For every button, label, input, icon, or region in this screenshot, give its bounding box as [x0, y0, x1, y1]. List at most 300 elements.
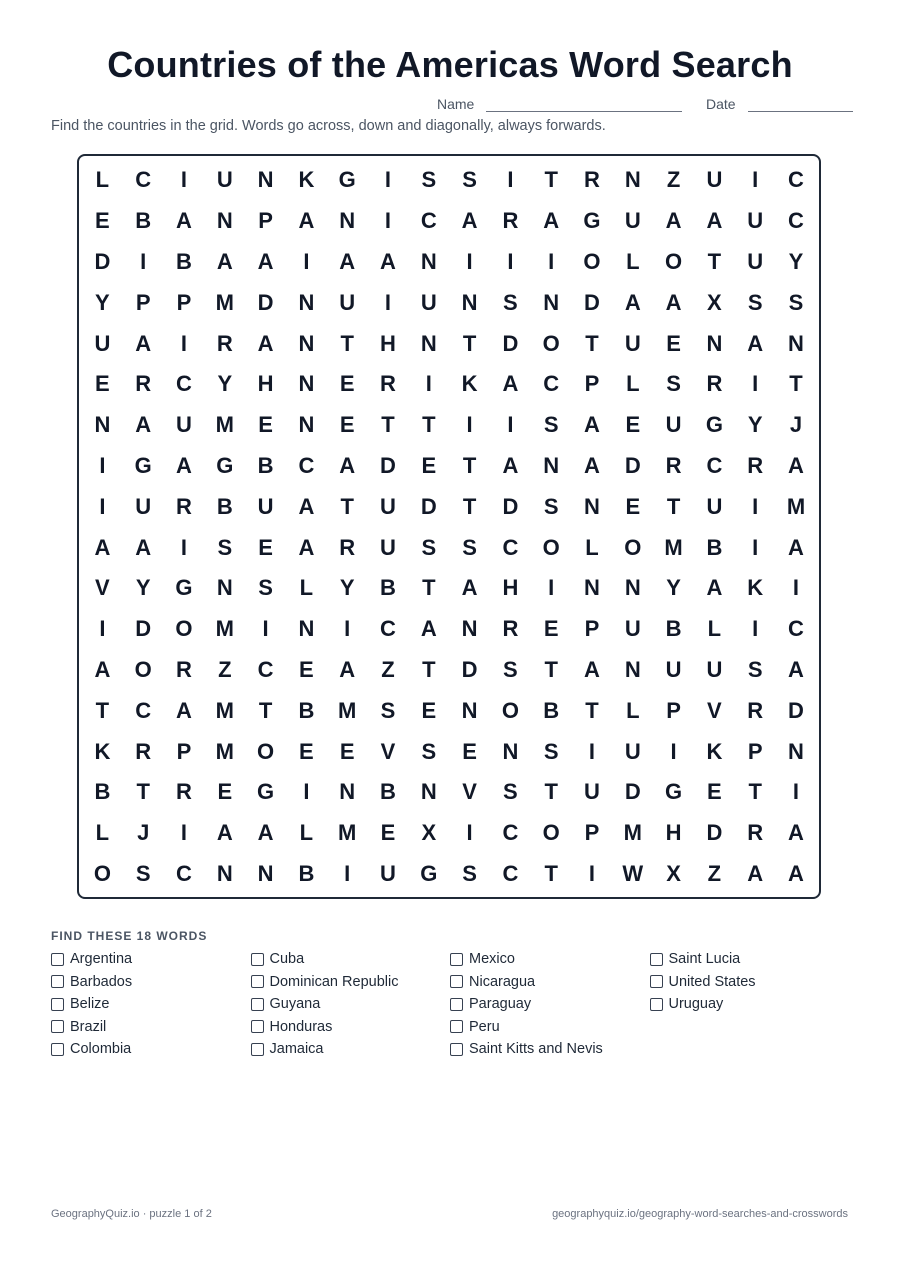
grid-cell[interactable]: I [344, 616, 351, 642]
grid-cell[interactable]: U [706, 167, 723, 193]
grid-cell[interactable]: I [303, 779, 310, 805]
grid-cell[interactable]: A [788, 452, 804, 478]
grid-cell[interactable]: I [588, 738, 596, 764]
grid-cell[interactable]: R [747, 697, 764, 723]
grid-cell[interactable]: R [584, 167, 600, 193]
grid-cell[interactable]: X [707, 289, 722, 315]
grid-cell[interactable]: E [339, 738, 355, 764]
grid-cell[interactable]: N [339, 208, 356, 234]
grid-cell[interactable]: T [585, 330, 599, 356]
grid-cell[interactable]: D [257, 289, 274, 315]
grid-cell[interactable]: U [339, 289, 356, 315]
grid-cell[interactable]: G [420, 860, 438, 886]
grid-cell[interactable]: S [543, 738, 559, 764]
grid-cell[interactable]: A [706, 208, 723, 234]
grid-cell[interactable]: C [380, 616, 396, 642]
grid-cell[interactable]: R [706, 371, 723, 397]
grid-cell[interactable]: N [257, 860, 274, 886]
grid-cell[interactable]: C [788, 208, 804, 234]
grid-cell[interactable]: E [258, 534, 273, 560]
grid-cell[interactable]: R [176, 779, 192, 805]
grid-cell[interactable]: D [502, 330, 519, 356]
grid-cell[interactable]: I [752, 616, 759, 642]
grid-cell[interactable]: R [665, 452, 682, 478]
grid-cell[interactable]: N [216, 575, 233, 601]
grid-cell[interactable]: N [788, 738, 804, 764]
grid-cell[interactable]: N [420, 779, 437, 805]
grid-cell[interactable]: S [543, 412, 559, 438]
grid-cell[interactable]: I [548, 248, 555, 274]
grid-cell[interactable]: D [502, 493, 519, 519]
grid-cell[interactable]: R [747, 820, 764, 846]
grid-cell[interactable]: E [339, 412, 355, 438]
grid-cell[interactable]: B [298, 697, 315, 723]
grid-cell[interactable]: Z [381, 656, 395, 682]
grid-cell[interactable]: A [706, 575, 723, 601]
grid-cell[interactable]: T [544, 167, 558, 193]
grid-cell[interactable]: R [339, 534, 356, 560]
grid-cell[interactable]: M [786, 493, 806, 519]
grid-cell[interactable]: J [137, 820, 150, 846]
grid-cell[interactable]: I [262, 616, 269, 642]
grid-cell[interactable]: L [707, 616, 722, 642]
grid-cell[interactable]: I [180, 820, 188, 846]
name-field[interactable] [437, 96, 682, 112]
grid-cell[interactable]: G [583, 208, 601, 234]
grid-cell[interactable]: T [422, 412, 436, 438]
grid-cell[interactable]: I [507, 412, 514, 438]
grid-cell[interactable]: T [136, 779, 150, 805]
grid-cell[interactable]: C [176, 860, 192, 886]
grid-cell[interactable]: E [625, 412, 641, 438]
grid-cell[interactable]: O [134, 656, 152, 682]
grid-cell[interactable]: I [180, 330, 188, 356]
word-checkbox[interactable] [251, 1043, 264, 1056]
grid-cell[interactable]: I [507, 167, 514, 193]
grid-cell[interactable]: A [461, 575, 478, 601]
grid-cell[interactable]: D [788, 697, 804, 723]
grid-cell[interactable]: R [216, 330, 233, 356]
grid-cell[interactable]: L [299, 820, 314, 846]
grid-cell[interactable]: T [462, 493, 477, 519]
grid-cell[interactable]: K [94, 738, 111, 764]
grid-cell[interactable]: L [95, 167, 110, 193]
grid-cell[interactable]: Y [666, 575, 681, 601]
grid-cell[interactable]: A [176, 697, 192, 723]
grid-cell[interactable]: T [258, 697, 273, 723]
grid-cell[interactable]: U [380, 493, 396, 519]
word-checkbox[interactable] [51, 998, 64, 1011]
grid-cell[interactable]: T [789, 371, 803, 397]
grid-cell[interactable]: U [257, 493, 274, 519]
grid-cell[interactable]: T [544, 656, 558, 682]
grid-cell[interactable]: O [257, 738, 275, 764]
grid-cell[interactable]: N [420, 248, 437, 274]
grid-cell[interactable]: V [380, 738, 396, 764]
grid-cell[interactable]: N [216, 860, 233, 886]
grid-cell[interactable]: A [420, 616, 437, 642]
word-checkbox[interactable] [450, 998, 463, 1011]
grid-cell[interactable]: I [588, 860, 596, 886]
grid-cell[interactable]: E [95, 371, 110, 397]
grid-cell[interactable]: I [792, 779, 800, 805]
grid-cell[interactable]: O [583, 248, 601, 274]
word-checkbox[interactable] [51, 1043, 64, 1056]
grid-cell[interactable]: G [175, 575, 193, 601]
grid-cell[interactable]: P [258, 208, 273, 234]
grid-cell[interactable]: Y [747, 412, 763, 438]
grid-cell[interactable]: P [584, 371, 600, 397]
grid-cell[interactable]: R [380, 371, 396, 397]
grid-cell[interactable]: U [176, 412, 192, 438]
grid-cell[interactable]: T [340, 330, 354, 356]
grid-cell[interactable]: U [380, 860, 396, 886]
grid-cell[interactable]: A [298, 208, 315, 234]
grid-cell[interactable]: X [421, 820, 437, 846]
grid-cell[interactable]: E [217, 779, 233, 805]
grid-cell[interactable]: T [544, 860, 558, 886]
grid-cell[interactable]: A [135, 534, 152, 560]
grid-cell[interactable]: P [584, 616, 600, 642]
grid-cell[interactable]: A [584, 452, 600, 478]
grid-cell[interactable]: A [135, 330, 152, 356]
grid-cell[interactable]: N [94, 412, 111, 438]
grid-cell[interactable]: I [384, 208, 392, 234]
grid-cell[interactable]: E [339, 371, 355, 397]
grid-cell[interactable]: Y [339, 575, 355, 601]
grid-cell[interactable]: N [298, 289, 315, 315]
grid-cell[interactable]: G [338, 167, 356, 193]
grid-cell[interactable]: S [788, 289, 804, 315]
grid-cell[interactable]: A [216, 820, 233, 846]
grid-cell[interactable]: M [664, 534, 683, 560]
grid-cell[interactable]: R [502, 616, 519, 642]
date-field[interactable] [706, 96, 853, 112]
grid-cell[interactable]: Z [666, 167, 681, 193]
grid-cell[interactable]: Y [95, 289, 110, 315]
grid-cell[interactable]: D [135, 616, 152, 642]
grid-cell[interactable]: I [99, 493, 106, 519]
grid-cell[interactable]: A [135, 412, 152, 438]
grid-cell[interactable]: C [788, 167, 804, 193]
grid-cell[interactable]: S [503, 779, 518, 805]
grid-cell[interactable]: N [543, 452, 560, 478]
grid-cell[interactable]: N [624, 656, 641, 682]
grid-cell[interactable]: T [422, 575, 436, 601]
grid-cell[interactable]: C [706, 452, 723, 478]
grid-cell[interactable]: G [257, 779, 275, 805]
grid-cell[interactable]: E [462, 738, 477, 764]
word-checkbox[interactable] [450, 975, 463, 988]
grid-cell[interactable]: O [624, 534, 642, 560]
grid-cell[interactable]: I [180, 534, 188, 560]
grid-cell[interactable]: J [789, 412, 803, 438]
grid-cell[interactable]: N [461, 697, 478, 723]
grid-cell[interactable]: A [584, 412, 600, 438]
grid-cell[interactable]: S [421, 167, 437, 193]
grid-cell[interactable]: U [624, 208, 641, 234]
grid-cell[interactable]: L [626, 697, 640, 723]
grid-cell[interactable]: E [380, 820, 396, 846]
grid-cell[interactable]: I [344, 860, 351, 886]
grid-cell[interactable]: D [624, 779, 641, 805]
grid-cell[interactable]: T [95, 697, 110, 723]
grid-cell[interactable]: B [216, 493, 233, 519]
grid-cell[interactable]: N [461, 616, 478, 642]
grid-cell[interactable]: R [135, 371, 152, 397]
grid-cell[interactable]: S [217, 534, 233, 560]
grid-cell[interactable]: K [747, 575, 764, 601]
grid-cell[interactable]: D [380, 452, 396, 478]
grid-cell[interactable]: O [93, 860, 111, 886]
word-checkbox[interactable] [650, 953, 663, 966]
grid-cell[interactable]: N [543, 289, 560, 315]
grid-cell[interactable]: N [584, 575, 600, 601]
grid-cell[interactable]: C [298, 452, 315, 478]
grid-cell[interactable]: B [257, 452, 274, 478]
grid-cell[interactable]: P [176, 289, 192, 315]
grid-cell[interactable]: U [747, 208, 764, 234]
grid-cell[interactable]: E [95, 208, 110, 234]
grid-cell[interactable]: B [176, 248, 192, 274]
grid-cell[interactable]: N [339, 779, 356, 805]
grid-cell[interactable]: A [788, 860, 804, 886]
grid-cell[interactable]: E [299, 738, 314, 764]
grid-cell[interactable]: R [176, 656, 192, 682]
grid-cell[interactable]: I [548, 575, 555, 601]
grid-cell[interactable]: M [215, 289, 234, 315]
grid-cell[interactable]: S [258, 575, 273, 601]
grid-cell[interactable]: V [462, 779, 477, 805]
grid-cell[interactable]: U [706, 493, 723, 519]
grid-cell[interactable]: T [748, 779, 762, 805]
grid-cell[interactable]: V [707, 697, 722, 723]
grid-cell[interactable]: S [747, 289, 763, 315]
grid-cell[interactable]: D [706, 820, 723, 846]
grid-cell[interactable]: S [666, 371, 681, 397]
grid-cell[interactable]: G [134, 452, 152, 478]
grid-cell[interactable]: U [747, 248, 764, 274]
grid-cell[interactable]: U [665, 412, 682, 438]
grid-cell[interactable]: U [624, 738, 641, 764]
grid-cell[interactable]: C [502, 820, 519, 846]
grid-cell[interactable]: U [624, 330, 641, 356]
word-checkbox[interactable] [251, 953, 264, 966]
grid-cell[interactable]: C [176, 371, 192, 397]
grid-cell[interactable]: B [380, 575, 396, 601]
grid-cell[interactable]: S [747, 656, 763, 682]
grid-cell[interactable]: L [95, 820, 110, 846]
grid-cell[interactable]: C [502, 860, 519, 886]
grid-cell[interactable]: V [95, 575, 110, 601]
grid-cell[interactable]: N [584, 493, 600, 519]
grid-cell[interactable]: I [752, 371, 759, 397]
grid-cell[interactable]: E [421, 452, 437, 478]
word-checkbox[interactable] [251, 998, 264, 1011]
grid-cell[interactable]: A [788, 656, 804, 682]
grid-cell[interactable]: A [176, 208, 192, 234]
grid-cell[interactable]: N [461, 289, 478, 315]
grid-cell[interactable]: D [420, 493, 437, 519]
word-checkbox[interactable] [650, 998, 663, 1011]
grid-cell[interactable]: N [502, 738, 519, 764]
grid-cell[interactable]: I [99, 616, 106, 642]
grid-cell[interactable]: A [94, 534, 111, 560]
grid-cell[interactable]: O [542, 820, 560, 846]
grid-cell[interactable]: A [502, 371, 519, 397]
grid-cell[interactable]: U [624, 616, 641, 642]
grid-cell[interactable]: I [384, 167, 392, 193]
grid-cell[interactable]: I [466, 820, 473, 846]
grid-cell[interactable]: A [298, 534, 315, 560]
grid-cell[interactable]: T [462, 330, 477, 356]
grid-cell[interactable]: H [665, 820, 682, 846]
grid-cell[interactable]: O [542, 534, 560, 560]
grid-cell[interactable]: A [788, 820, 804, 846]
grid-cell[interactable]: I [507, 248, 514, 274]
grid-cell[interactable]: M [338, 820, 357, 846]
grid-cell[interactable]: T [462, 452, 477, 478]
grid-cell[interactable]: A [788, 534, 804, 560]
grid-cell[interactable]: C [543, 371, 560, 397]
word-checkbox[interactable] [450, 953, 463, 966]
grid-cell[interactable]: S [543, 493, 559, 519]
word-checkbox[interactable] [251, 975, 264, 988]
grid-cell[interactable]: S [503, 289, 518, 315]
grid-cell[interactable]: U [135, 493, 152, 519]
grid-cell[interactable]: U [584, 779, 600, 805]
word-checkbox[interactable] [450, 1020, 463, 1033]
grid-cell[interactable]: O [665, 248, 683, 274]
grid-cell[interactable]: A [461, 208, 478, 234]
grid-cell[interactable]: T [707, 248, 722, 274]
grid-cell[interactable]: B [665, 616, 682, 642]
grid-cell[interactable]: E [299, 656, 314, 682]
grid-cell[interactable]: R [135, 738, 152, 764]
grid-cell[interactable]: W [622, 860, 644, 886]
grid-cell[interactable]: C [420, 208, 437, 234]
grid-cell[interactable]: A [747, 860, 764, 886]
grid-cell[interactable]: G [665, 779, 683, 805]
grid-cell[interactable]: N [298, 371, 315, 397]
grid-cell[interactable]: H [502, 575, 519, 601]
grid-cell[interactable]: O [175, 616, 193, 642]
grid-cell[interactable]: I [466, 248, 473, 274]
word-checkbox[interactable] [650, 975, 663, 988]
word-checkbox[interactable] [51, 953, 64, 966]
grid-cell[interactable]: A [216, 248, 233, 274]
grid-cell[interactable]: S [421, 534, 437, 560]
grid-cell[interactable]: I [752, 534, 759, 560]
grid-cell[interactable]: N [420, 330, 437, 356]
word-checkbox[interactable] [450, 1043, 463, 1056]
grid-cell[interactable]: M [215, 616, 234, 642]
grid-cell[interactable]: A [624, 289, 641, 315]
grid-cell[interactable]: M [623, 820, 642, 846]
grid-cell[interactable]: A [502, 452, 519, 478]
grid-cell[interactable]: I [180, 167, 188, 193]
grid-cell[interactable]: C [502, 534, 519, 560]
grid-cell[interactable]: O [501, 697, 519, 723]
grid-cell[interactable]: S [503, 656, 518, 682]
grid-cell[interactable]: A [339, 452, 356, 478]
grid-cell[interactable]: N [706, 330, 723, 356]
grid-cell[interactable]: S [462, 534, 477, 560]
grid-cell[interactable]: B [543, 697, 560, 723]
grid-cell[interactable]: D [584, 289, 600, 315]
grid-cell[interactable]: C [135, 697, 152, 723]
grid-cell[interactable]: R [176, 493, 192, 519]
grid-cell[interactable]: P [666, 697, 681, 723]
grid-cell[interactable]: N [216, 208, 233, 234]
grid-cell[interactable]: L [585, 534, 599, 560]
grid-cell[interactable]: S [135, 860, 151, 886]
grid-cell[interactable]: I [752, 167, 759, 193]
grid-cell[interactable]: A [298, 493, 315, 519]
grid-cell[interactable]: A [665, 208, 682, 234]
grid-cell[interactable]: C [257, 656, 274, 682]
grid-cell[interactable]: T [422, 656, 436, 682]
grid-cell[interactable]: D [624, 452, 641, 478]
grid-cell[interactable]: Z [707, 860, 722, 886]
grid-cell[interactable]: A [257, 330, 274, 356]
grid-cell[interactable]: X [666, 860, 681, 886]
grid-cell[interactable]: Y [788, 248, 804, 274]
grid-cell[interactable]: I [303, 248, 310, 274]
grid-cell[interactable]: S [462, 860, 477, 886]
word-checkbox[interactable] [251, 1020, 264, 1033]
grid-cell[interactable]: T [666, 493, 681, 519]
grid-cell[interactable]: C [135, 167, 152, 193]
grid-cell[interactable]: I [792, 575, 800, 601]
grid-cell[interactable]: N [298, 616, 315, 642]
grid-cell[interactable]: C [788, 616, 804, 642]
grid-cell[interactable]: M [338, 697, 357, 723]
grid-cell[interactable]: G [216, 452, 234, 478]
grid-cell[interactable]: U [94, 330, 111, 356]
grid-cell[interactable]: N [624, 575, 641, 601]
grid-cell[interactable]: D [461, 656, 478, 682]
grid-cell[interactable]: H [380, 330, 396, 356]
grid-cell[interactable]: N [257, 167, 274, 193]
grid-cell[interactable]: T [544, 779, 558, 805]
grid-cell[interactable]: B [94, 779, 111, 805]
grid-cell[interactable]: A [339, 248, 356, 274]
grid-cell[interactable]: N [298, 330, 315, 356]
grid-cell[interactable]: P [584, 820, 600, 846]
grid-cell[interactable]: U [665, 656, 682, 682]
grid-cell[interactable]: Y [217, 371, 233, 397]
grid-cell[interactable]: N [298, 412, 315, 438]
word-checkbox[interactable] [51, 1020, 64, 1033]
grid-cell[interactable]: B [706, 534, 723, 560]
grid-cell[interactable]: Y [135, 575, 151, 601]
grid-cell[interactable]: N [788, 330, 804, 356]
grid-cell[interactable]: L [626, 248, 640, 274]
grid-cell[interactable]: I [425, 371, 432, 397]
grid-cell[interactable]: T [340, 493, 354, 519]
grid-cell[interactable]: A [747, 330, 764, 356]
grid-cell[interactable]: S [462, 167, 477, 193]
grid-cell[interactable]: M [215, 697, 234, 723]
grid-cell[interactable]: N [624, 167, 641, 193]
grid-cell[interactable]: K [461, 371, 478, 397]
grid-cell[interactable]: L [626, 371, 640, 397]
grid-cell[interactable]: M [215, 738, 234, 764]
grid-cell[interactable]: E [543, 616, 559, 642]
grid-cell[interactable]: A [380, 248, 396, 274]
grid-cell[interactable]: Z [218, 656, 232, 682]
